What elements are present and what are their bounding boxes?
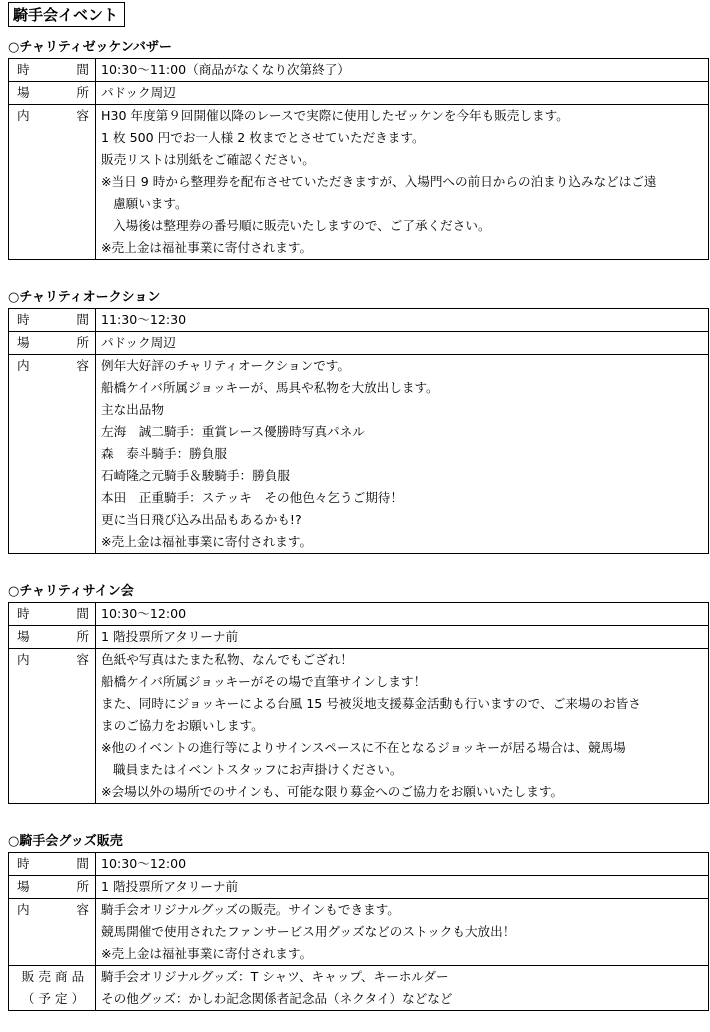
goods-line: その他グッズ：かしわ記念関係者記念品（ネクタイ）などなど <box>101 991 453 1006</box>
content-line: 例年大好評のチャリティオークションです。 <box>101 358 350 373</box>
content-value <box>96 105 709 260</box>
place-value: 1 階投票所アタリーナ前 <box>96 876 709 899</box>
content-value <box>96 355 709 554</box>
content-line: H30 年度第９回開催以降のレースで実際に使用したゼッケンを今年も販売します。 <box>101 108 569 123</box>
time-value: 10:30～12:00 <box>96 603 709 626</box>
time-label: 時 間 <box>9 59 96 82</box>
content-row <box>9 649 709 804</box>
section-jockey-goods <box>8 834 709 1011</box>
time-label: 時 間 <box>9 309 96 332</box>
content-line: 1 枚 500 円でお一人様 2 枚までとさせていただきます。 <box>101 130 425 145</box>
time-row <box>9 603 709 626</box>
time-row <box>9 309 709 332</box>
content-value <box>96 649 709 804</box>
content-value <box>96 899 709 966</box>
content-label: 内 容 <box>9 105 96 260</box>
section-charity-autograph <box>8 584 709 804</box>
time-label: 時 間 <box>9 603 96 626</box>
content-line: 森 泰斗騎手：勝負服 <box>101 446 227 461</box>
content-line: 石崎隆之元騎手＆駿騎手：勝負服 <box>101 468 290 483</box>
event-table <box>8 58 709 260</box>
place-row <box>9 332 709 355</box>
place-row <box>9 626 709 649</box>
place-label: 場 所 <box>9 82 96 105</box>
content-line: 競馬開催で使用されたファンサービス用グッズなどのストックも大放出！ <box>101 924 516 939</box>
content-line: 本田 正重騎手：ステッキ その他色々乞うご期待！ <box>101 490 403 505</box>
time-row <box>9 853 709 876</box>
content-line: 入場後は整理券の番号順に販売いたしますので、ご了承ください。 <box>113 218 491 233</box>
goods-row <box>9 966 709 1011</box>
section-charity-auction <box>8 290 709 554</box>
place-label: 場 所 <box>9 876 96 899</box>
section-title: ○チャリティサイン会 <box>8 584 134 599</box>
content-line: 主な出品物 <box>101 402 164 417</box>
section-title: ○チャリティゼッケンバザー <box>8 40 172 55</box>
place-label: 場 所 <box>9 332 96 355</box>
goods-line: 騎手会オリジナルグッズ：T シャツ、キャップ、キーホルダー <box>101 969 449 984</box>
content-row <box>9 105 709 260</box>
section-title: ○チャリティオークション <box>8 290 161 305</box>
page-title: 騎手会イベント <box>8 2 125 27</box>
content-row <box>9 899 709 966</box>
section-title: ○騎手会グッズ販売 <box>8 834 123 849</box>
content-line: 販売リストは別紙をご確認ください。 <box>101 152 315 167</box>
content-line: 左海 誠二騎手：重賞レース優勝時写真パネル <box>101 424 365 439</box>
content-line: ※売上金は福祉事業に寄付されます。 <box>101 946 313 961</box>
section-zekken-bazaar <box>8 40 709 260</box>
content-line: ※売上金は福祉事業に寄付されます。 <box>101 534 313 549</box>
place-value: 1 階投票所アタリーナ前 <box>96 626 709 649</box>
time-row <box>9 59 709 82</box>
goods-label: 販 売 商 品 （ 予 定 ） <box>9 966 96 1011</box>
event-table <box>8 308 709 554</box>
content-line: 騎手会オリジナルグッズの販売。サインもできます。 <box>101 902 400 917</box>
content-line: 職員またはイベントスタッフにお声掛けください。 <box>113 762 403 777</box>
time-value: 10:30～11:00（商品がなくなり次第終了） <box>96 59 709 82</box>
time-label: 時 間 <box>9 853 96 876</box>
content-row <box>9 355 709 554</box>
goods-value <box>96 966 709 1011</box>
place-value: パドック周辺 <box>96 82 709 105</box>
place-row <box>9 82 709 105</box>
content-line: 色紙や写真はたまた私物、なんでもござれ！ <box>101 652 353 667</box>
content-label: 内 容 <box>9 899 96 966</box>
content-line: ※他のイベントの進行等によりサインスペースに不在となるジョッキーが居る場合は、競馬場 <box>101 740 626 755</box>
content-line: ※売上金は福祉事業に寄付されます。 <box>101 240 313 255</box>
content-line: まのご協力をお願いします。 <box>101 718 264 733</box>
place-row <box>9 876 709 899</box>
time-value: 10:30～12:00 <box>96 853 709 876</box>
content-line: 船橋ケイバ所属ジョッキーが、馬具や私物を大放出します。 <box>101 380 439 395</box>
event-table <box>8 602 709 804</box>
content-line: 慮願います。 <box>113 196 188 211</box>
content-label: 内 容 <box>9 355 96 554</box>
content-line: また、同時にジョッキーによる台風 15 号被災地支援募金活動も行いますので、ご来場のお皆さ <box>101 696 641 711</box>
place-label: 場 所 <box>9 626 96 649</box>
place-value: パドック周辺 <box>96 332 709 355</box>
content-label: 内 容 <box>9 649 96 804</box>
content-line: ※会場以外の場所でのサインも、可能な限り募金へのご協力をお願いいたします。 <box>101 784 564 799</box>
content-line: 更に当日飛び込み出品もあるかも!? <box>101 512 302 527</box>
time-value: 11:30～12:30 <box>96 309 709 332</box>
content-line: ※当日 9 時から整理券を配布させていただきますが、入場門への前日からの泊まり込みなどはご遠 <box>101 174 657 189</box>
content-line: 船橋ケイバ所属ジョッキーがその場で直筆サインします！ <box>101 674 427 689</box>
event-table <box>8 852 709 1011</box>
